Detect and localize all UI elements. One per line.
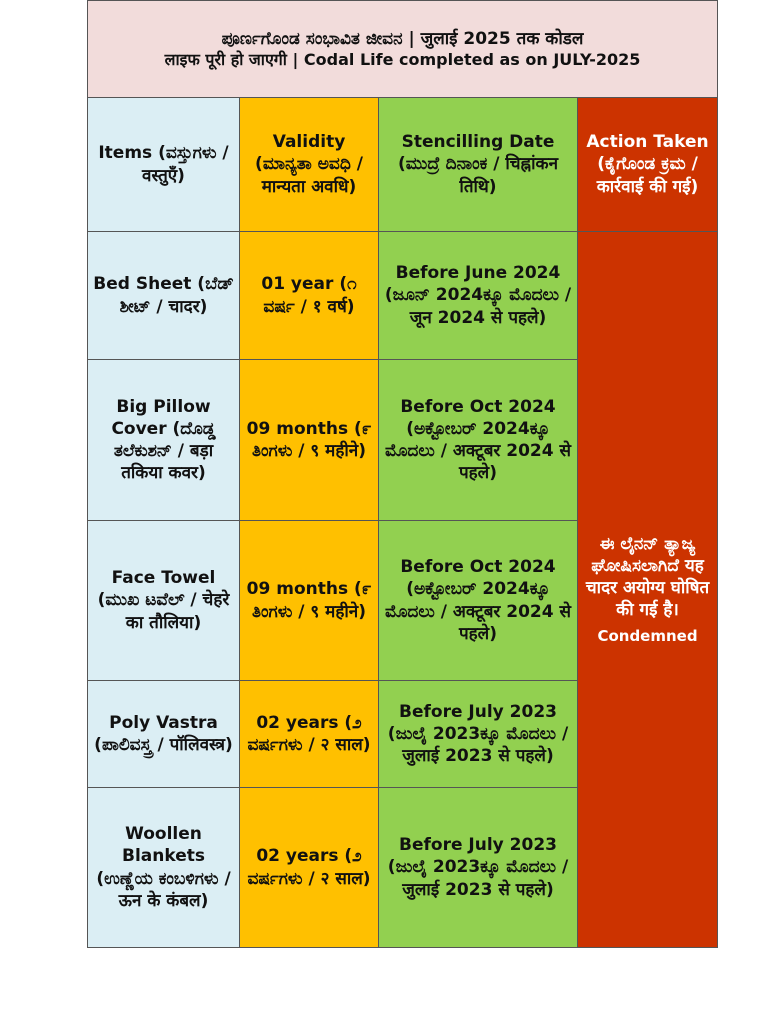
validity-cell: 02 years (೨ ವರ್ಷಗಳು / २ साल) [240, 681, 379, 788]
stencil-date-cell: Before July 2023 (ಜುಲೈ 2023ಕ್ಕೂ ಮೊದಲು / जुलाई 2023 से पहले) [379, 681, 578, 788]
title-line2: लाइफ पूरी हो जाएगी | Codal Life completed as on JULY-2025 [164, 49, 641, 69]
item-cell: Poly Vastra (ಪಾಲಿವಸ್ತ್ರ / पॉलिवस्त्र) [88, 681, 240, 788]
header-row [88, 98, 718, 232]
header-validity: Validity (ಮಾನ್ಯತಾ ಅವಧಿ / मान्यता अवधि) [240, 98, 379, 232]
condemned-label: Condemned [597, 626, 698, 645]
stencil-date-cell: Before July 2023 (ಜುಲೈ 2023ಕ್ಕೂ ಮೊದಲು / जुलाई 2023 से पहले) [379, 788, 578, 948]
validity-cell: 09 months (೯ ತಿಂಗಳು / ९ महीने) [240, 521, 379, 681]
title-line1: ಪೂರ್ಣಗೊಂಡ ಸಂಭಾವಿತ ಜೀವನ | जुलाई 2025 तक कोडल [221, 28, 584, 49]
item-cell: Big Pillow Cover (ದೊಡ್ಡ ತಲೆಕುಶನ್ / बड़ा तकिया कवर) [88, 360, 240, 521]
action-text: ಈ ಲೈನನ್ ತ್ಯಾಜ್ಯ ಘೋಷಿಸಲಾಗಿದೆ यह चादर अयोग्य घोषित की गई है। [585, 533, 710, 620]
item-cell: Bed Sheet (ಬೆಡ್ ಶೀಟ್ / चादर) [88, 232, 240, 360]
stencil-date-cell: Before June 2024 (ಜೂನ್ 2024ಕ್ಕೂ ಮೊದಲು / जून 2024 से पहले) [379, 232, 578, 360]
item-cell: Woollen Blankets (ಉಣ್ಣೆಯ ಕಂಬಳಿಗಳು / ऊन के कंबल) [88, 788, 240, 948]
title-cell [88, 1, 718, 98]
item-cell: Face Towel (ಮುಖ ಟವೆಲ್ / चेहरे का तौलिया) [88, 521, 240, 681]
stencil-date-cell: Before Oct 2024 (ಅಕ್ಟೋಬರ್ 2024ಕ್ಕೂ ಮೊದಲು / अक्टूबर 2024 से पहले) [379, 360, 578, 521]
header-items: Items (ವಸ್ತುಗಳು / वस्तुएँ) [88, 98, 240, 232]
validity-cell: 02 years (೨ ವರ್ಷಗಳು / २ साल) [240, 788, 379, 948]
codal-life-table [87, 0, 718, 948]
table-row [88, 232, 718, 360]
header-action-taken: Action Taken (ಕೈಗೊಂಡ ಕ್ರಮ / कार्रवाई की गई) [578, 98, 718, 232]
title-row [88, 1, 718, 98]
validity-cell: 01 year (೧ ವರ್ಷ / १ वर्ष) [240, 232, 379, 360]
header-stencilling-date: Stencilling Date (ಮುದ್ರೆ ದಿನಾಂಕ / चिह्नांकन तिथि) [379, 98, 578, 232]
stencil-date-cell: Before Oct 2024 (ಅಕ್ಟೋಬರ್ 2024ಕ್ಕೂ ಮೊದಲು / अक्टूबर 2024 से पहले) [379, 521, 578, 681]
validity-cell: 09 months (೯ ತಿಂಗಳು / ९ महीने) [240, 360, 379, 521]
action-taken-cell [578, 232, 718, 948]
